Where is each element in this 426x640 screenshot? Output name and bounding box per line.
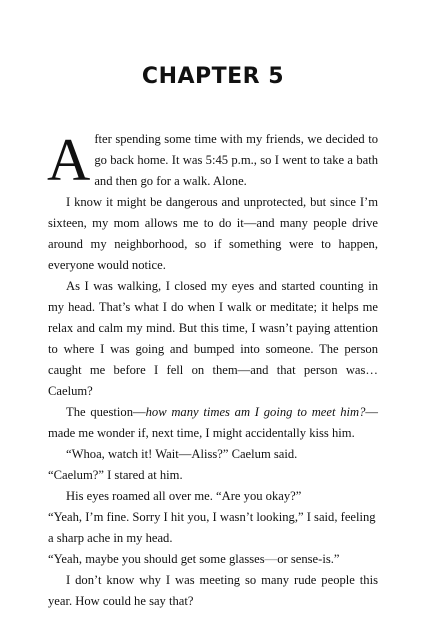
paragraph-4-text-end: —made me wonder if, next time, I might accidentally kiss him. [48,405,378,440]
paragraph-4-text-start: The question— [66,405,146,419]
drop-cap: A [47,127,91,193]
chapter-body [48,129,378,612]
paragraph-4 [48,402,378,444]
paragraph-7: His eyes roamed all over me. “Are you okay?” [66,489,302,503]
paragraph-1 [48,129,378,192]
paragraph-9 [48,549,378,570]
paragraph-1-text: fter spending some time with my friends, we decided to go back home. It was 5:45 p.m., so I went to take a bath and then go for a walk. Alone. [94,132,378,188]
paragraph-5: “Whoa, watch it! Wait—Aliss?” Caelum said. [66,447,298,461]
paragraph-4-italic-question: how many times am I going to meet him? [145,405,366,419]
paragraph-10: I don’t know why I was meeting so many rude people this year. How could he say that? [48,573,378,608]
paragraph-6: “Caelum?” I stared at him. [48,468,183,482]
paragraph-3: As I was walking, I closed my eyes and started counting in my head. That’s what I do when I walk or meditate; it helps me relax and calm my mind. But this time, I wasn’t paying attention to where I was going and bumped into someone. The person caught me before I fell on them—and that person was… Caelum? [48,279,378,398]
paragraph-9-text-start: “Yeah, maybe you should get some glasses [48,552,265,566]
paragraph-8: “Yeah, I’m fine. Sorry I hit you, I wasn’t looking,” I said, feeling a sharp ache in my head. [48,510,376,545]
paragraph-2: I know it might be dangerous and unprotected, but since I’m sixteen, my mom allows me to do it—and many people drive around my neighborhood, so if something were to happen, everyone would notice. [48,195,378,272]
chapter-title: CHAPTER 5 [141,64,285,89]
paragraph-9-text-end: or sense-is.” [277,552,340,566]
paragraph-9-dash: — [264,552,278,566]
